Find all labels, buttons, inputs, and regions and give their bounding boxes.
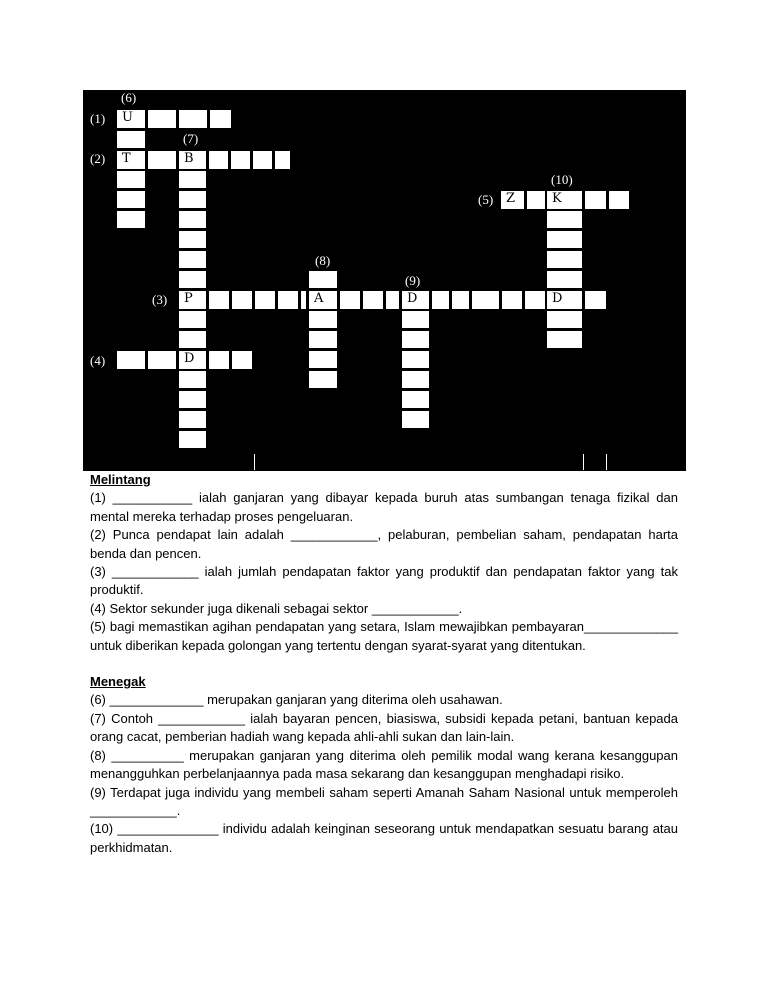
grid-cell[interactable] xyxy=(402,291,429,309)
cell-letter: U xyxy=(122,110,133,125)
grid-cell[interactable] xyxy=(275,151,290,169)
clue-number-6: (6) xyxy=(121,90,137,105)
grid-cell[interactable] xyxy=(309,271,337,288)
grid-cell[interactable] xyxy=(179,271,206,288)
grid-cell[interactable] xyxy=(309,371,337,388)
grid-cell[interactable] xyxy=(179,191,206,208)
grid-cell[interactable] xyxy=(117,191,145,208)
grid-cell[interactable] xyxy=(232,351,252,369)
down-heading: Menegak xyxy=(90,674,146,690)
cell-letter: K xyxy=(552,191,562,206)
grid-cell[interactable] xyxy=(309,311,337,328)
grid-cell[interactable] xyxy=(117,131,145,148)
grid-cell[interactable] xyxy=(179,411,206,428)
grid-cell[interactable] xyxy=(502,291,522,309)
grid-cell[interactable] xyxy=(402,331,429,348)
grid-cell[interactable] xyxy=(547,331,582,348)
clue-number-5: (5) xyxy=(478,192,494,207)
grid-cell[interactable] xyxy=(585,191,606,209)
clue-number-7: (7) xyxy=(183,131,199,146)
divider xyxy=(606,454,607,470)
grid-cell[interactable] xyxy=(452,291,469,309)
grid-cell[interactable] xyxy=(179,171,206,188)
across-clue-4: (4) Sektor sekunder juga dikenali sebagai sektor ____________. xyxy=(90,600,463,616)
grid-cell[interactable] xyxy=(179,311,206,328)
clue-list xyxy=(90,471,678,857)
clue-number-9: (9) xyxy=(405,273,421,288)
cell-letter: A xyxy=(314,291,324,306)
clue-number-10: (10) xyxy=(551,172,573,187)
grid-cell[interactable] xyxy=(432,291,449,309)
grid-cell[interactable] xyxy=(179,391,206,408)
grid-cell[interactable] xyxy=(309,351,337,368)
down-clue-10: (10) ______________ individu adalah keinginan seseorang untuk mendapatkan sesuatu barang atau perkhidmatan. xyxy=(90,821,678,855)
clue-number-4: (4) xyxy=(90,353,106,368)
across-heading: Melintang xyxy=(90,472,151,487)
grid-cell[interactable] xyxy=(117,351,145,369)
grid-cell[interactable] xyxy=(547,191,582,209)
grid-cell[interactable] xyxy=(179,211,206,228)
grid-cell[interactable] xyxy=(179,291,206,309)
crossword-grid xyxy=(83,90,686,471)
grid-cell[interactable] xyxy=(547,311,582,328)
grid-cell[interactable] xyxy=(117,211,145,228)
grid-cell[interactable] xyxy=(547,271,582,288)
grid-cell[interactable] xyxy=(402,411,429,428)
grid-cell[interactable] xyxy=(179,431,206,448)
cell-letter: P xyxy=(184,291,193,306)
grid-cell[interactable] xyxy=(148,110,176,128)
grid-cell[interactable] xyxy=(501,191,524,209)
cell-letter: B xyxy=(184,151,194,166)
across-clue-2: (2) Punca pendapat lain adalah ____________, pelaburan, pembelian saham, pendapatan harta benda dan pencen. xyxy=(90,527,678,561)
grid-cell[interactable] xyxy=(179,251,206,268)
grid-cell[interactable] xyxy=(472,291,499,309)
grid-cell[interactable] xyxy=(232,291,252,309)
grid-cell[interactable] xyxy=(179,351,206,369)
grid-cell[interactable] xyxy=(402,371,429,388)
grid-cell[interactable] xyxy=(253,151,272,169)
grid-cell[interactable] xyxy=(148,151,176,169)
grid-cell[interactable] xyxy=(278,291,298,309)
grid-cell[interactable] xyxy=(301,291,306,309)
grid-cell[interactable] xyxy=(547,291,582,309)
grid-cell[interactable] xyxy=(609,191,629,209)
grid-cell[interactable] xyxy=(255,291,275,309)
clue-number-8: (8) xyxy=(315,253,331,268)
cell-letter: T xyxy=(122,151,131,166)
grid-cell[interactable] xyxy=(402,351,429,368)
grid-cell[interactable] xyxy=(309,291,337,309)
clue-number-1: (1) xyxy=(90,111,106,126)
across-clue-1: (1) ___________ ialah ganjaran yang dibayar kepada buruh atas sumbangan tenaga fizikal dan mental mereka terhadap proses pengeluaran. xyxy=(90,490,678,524)
grid-cell[interactable] xyxy=(386,291,399,309)
grid-cell[interactable] xyxy=(179,231,206,248)
grid-cell[interactable] xyxy=(209,291,229,309)
grid-cell[interactable] xyxy=(340,291,360,309)
grid-cell[interactable] xyxy=(179,331,206,348)
grid-cell[interactable] xyxy=(117,171,145,188)
grid-cell[interactable] xyxy=(547,231,582,248)
grid-cell[interactable] xyxy=(209,151,228,169)
cell-letter: D xyxy=(552,291,563,306)
down-clue-7: (7) Contoh ____________ ialah bayaran pencen, biasiswa, subsidi kepada petani, bantuan kepada orang cacat, pemberian hadiah wang kepada ahli-ahli sukan dan lain-lain. xyxy=(90,710,678,745)
grid-cell[interactable] xyxy=(585,291,606,309)
cell-letter: D xyxy=(184,351,195,366)
across-clue-5: (5) bagi memastikan agihan pendapatan yang setara, Islam mewajibkan pembayaran_____________ untuk diberikan kepada golongan yang tertentu dengan syarat-syarat yang ditentukan. xyxy=(90,619,678,653)
grid-cell[interactable] xyxy=(547,211,582,228)
grid-cell[interactable] xyxy=(148,351,176,369)
grid-cell[interactable] xyxy=(547,251,582,268)
grid-cell[interactable] xyxy=(525,291,545,309)
grid-cell[interactable] xyxy=(117,110,145,128)
across-clue-3: (3) ____________ ialah jumlah pendapatan faktor yang produktif dan pendapatan faktor yang tak produktif. xyxy=(90,564,678,598)
grid-cell[interactable] xyxy=(179,371,206,388)
grid-cell[interactable] xyxy=(179,151,206,169)
grid-cell[interactable] xyxy=(402,391,429,408)
clue-number-3: (3) xyxy=(152,292,168,307)
grid-cell[interactable] xyxy=(117,151,145,169)
cell-letter: D xyxy=(407,291,418,306)
clue-number-2: (2) xyxy=(90,151,106,166)
down-clue-6: (6) _____________ merupakan ganjaran yang diterima oleh usahawan. xyxy=(90,692,503,708)
down-clue-8: (8) __________ merupakan ganjaran yang diterima oleh pemilik modal wang kerana kesanggupan menangguhkan perbelanjaannya pada masa sekarang dan kesanggupan menghadapi risiko. xyxy=(90,747,678,782)
divider xyxy=(254,454,255,470)
grid-cell[interactable] xyxy=(179,110,207,128)
grid-cell[interactable] xyxy=(309,331,337,348)
grid-cell[interactable] xyxy=(402,311,429,328)
grid-cell[interactable] xyxy=(231,151,250,169)
cell-letter: Z xyxy=(506,191,516,206)
grid-cell[interactable] xyxy=(210,110,231,128)
grid-cell[interactable] xyxy=(363,291,383,309)
divider xyxy=(583,454,584,470)
grid-cell[interactable] xyxy=(209,351,229,369)
grid-cell[interactable] xyxy=(527,191,545,209)
down-clue-9: (9) Terdapat juga individu yang membeli saham seperti Amanah Saham Nasional untuk memperoleh ____________. xyxy=(90,784,678,818)
